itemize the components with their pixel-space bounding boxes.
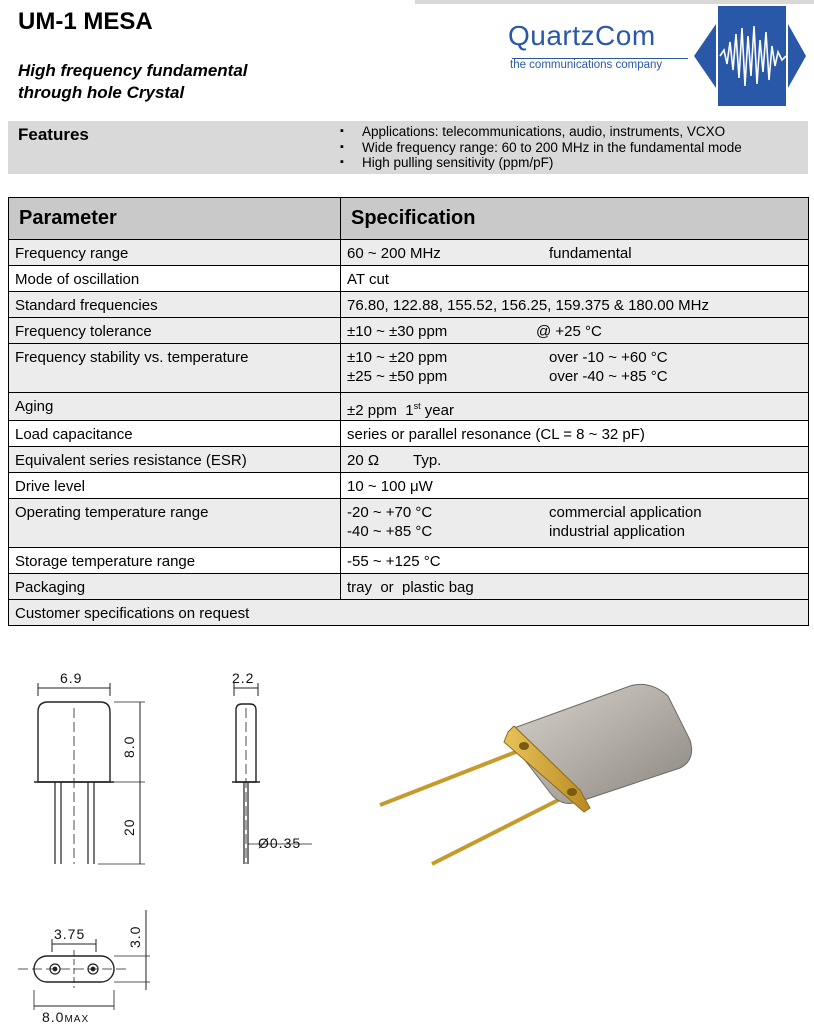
aging-word: year: [424, 402, 454, 419]
aging-ordinal: 1: [405, 402, 414, 419]
spec-note: commercial application: [549, 504, 702, 521]
dim-max-width-suffix: MAX: [64, 1014, 90, 1025]
features-label: Features: [18, 125, 89, 144]
table-row: [9, 548, 809, 574]
subtitle-line-2: through hole Crystal: [18, 83, 185, 102]
customer-spec-note: Customer specifications on request: [9, 600, 809, 626]
spec-note: over -10 ~ +60 °C: [549, 349, 668, 366]
header-specification: Specification: [341, 198, 809, 240]
row-parameter: Equivalent series resistance (ESR): [9, 447, 341, 473]
spec-value: ±10 ~ ±20 ppm: [347, 349, 448, 366]
dim-pin-spacing: 3.75: [54, 926, 86, 942]
header-parameter: Parameter: [9, 198, 341, 240]
waveform-logo-icon: [694, 6, 806, 106]
spec-value: ±2 ppm: [347, 402, 397, 419]
table-row: [9, 447, 809, 473]
table-row: [9, 292, 809, 318]
dim-lead-length: 20: [121, 818, 137, 836]
table-row: [9, 499, 809, 548]
logo-tagline: the communications company: [510, 59, 663, 71]
row-specification: [341, 292, 809, 318]
row-parameter: Storage temperature range: [9, 548, 341, 574]
spec-value: tray or plastic bag: [347, 579, 474, 596]
subtitle-line-1: High frequency fundamental: [18, 61, 248, 80]
row-specification: [341, 421, 809, 447]
row-parameter: Aging: [9, 393, 341, 421]
table-row: [9, 574, 809, 600]
row-specification: [341, 548, 809, 574]
dim-front-height: 8.0: [121, 735, 137, 758]
row-parameter: Frequency range: [9, 240, 341, 266]
table-row: [9, 318, 809, 344]
dim-bottom-depth: 3.0: [127, 925, 143, 948]
table-row: [9, 240, 809, 266]
spec-value: -40 ~ +85 °C: [347, 523, 433, 540]
spec-value: series or parallel resonance (CL = 8 ~ 32 pF): [347, 426, 645, 443]
feature-item: ▪ High pulling sensitivity (ppm/pF): [340, 155, 742, 171]
table-footer-row: [9, 600, 809, 626]
aging-suffix: st: [413, 401, 421, 411]
row-specification: [341, 318, 809, 344]
spec-note: industrial application: [549, 523, 685, 540]
dim-max-width-value: 8.0: [42, 1009, 65, 1025]
row-specification: [341, 499, 809, 548]
spec-value: 76.80, 122.88, 155.52, 156.25, 159.375 & 180.00 MHz: [347, 297, 709, 314]
product-title: UM-1 MESA: [18, 8, 153, 35]
spec-value: ±25 ~ ±50 ppm: [347, 368, 448, 385]
table-row: [9, 344, 809, 393]
row-specification: [341, 240, 809, 266]
features-list: [340, 124, 742, 171]
feature-item: ▪ Applications: telecommunications, audio, instruments, VCXO: [340, 124, 742, 140]
row-specification: [341, 266, 809, 292]
table-row: [9, 266, 809, 292]
row-specification: [341, 344, 809, 393]
spec-note: @ +25 °C: [536, 323, 602, 340]
spec-value: -55 ~ +125 °C: [347, 553, 441, 570]
company-logo: [498, 6, 808, 106]
table-row: [9, 473, 809, 499]
row-parameter: Drive level: [9, 473, 341, 499]
features-section: [8, 121, 808, 174]
row-parameter: Frequency stability vs. temperature: [9, 344, 341, 393]
logo-name: QuartzCom: [508, 20, 656, 51]
dim-front-width: 6.9: [60, 670, 83, 686]
feature-item: ▪ Wide frequency range: 60 to 200 MHz in the fundamental mode: [340, 140, 742, 156]
row-specification: [341, 473, 809, 499]
spec-value: ±10 ~ ±30 ppm: [347, 323, 448, 340]
top-accent-bar: [415, 0, 814, 4]
product-subtitle: [18, 60, 248, 104]
spec-note: Typ.: [413, 452, 442, 469]
dim-lead-diameter: Ø0.35: [258, 835, 302, 851]
row-specification: [341, 574, 809, 600]
spec-value: -20 ~ +70 °C: [347, 504, 433, 521]
row-parameter: Load capacitance: [9, 421, 341, 447]
spec-value: AT cut: [347, 271, 389, 288]
table-header-row: [9, 198, 809, 240]
spec-note: fundamental: [549, 245, 632, 262]
row-parameter: Mode of oscillation: [9, 266, 341, 292]
row-parameter: Frequency tolerance: [9, 318, 341, 344]
specification-table: [8, 197, 809, 626]
dimension-drawings: [0, 650, 814, 1026]
spec-value: 20 Ω: [347, 452, 380, 469]
spec-value: 10 ~ 100 μW: [347, 478, 433, 495]
row-specification: [341, 393, 809, 421]
bottom-view-drawing: [18, 910, 150, 1010]
table-row: [9, 421, 809, 447]
crystal-product-image: [380, 684, 692, 864]
table-row: [9, 393, 809, 421]
dim-max-width: [42, 1009, 89, 1025]
dim-side-width: 2.2: [232, 670, 255, 686]
row-parameter: Operating temperature range: [9, 499, 341, 548]
spec-note: over -40 ~ +85 °C: [549, 368, 668, 385]
spec-value: 60 ~ 200 MHz: [347, 245, 441, 262]
row-specification: [341, 447, 809, 473]
row-parameter: Standard frequencies: [9, 292, 341, 318]
row-parameter: Packaging: [9, 574, 341, 600]
